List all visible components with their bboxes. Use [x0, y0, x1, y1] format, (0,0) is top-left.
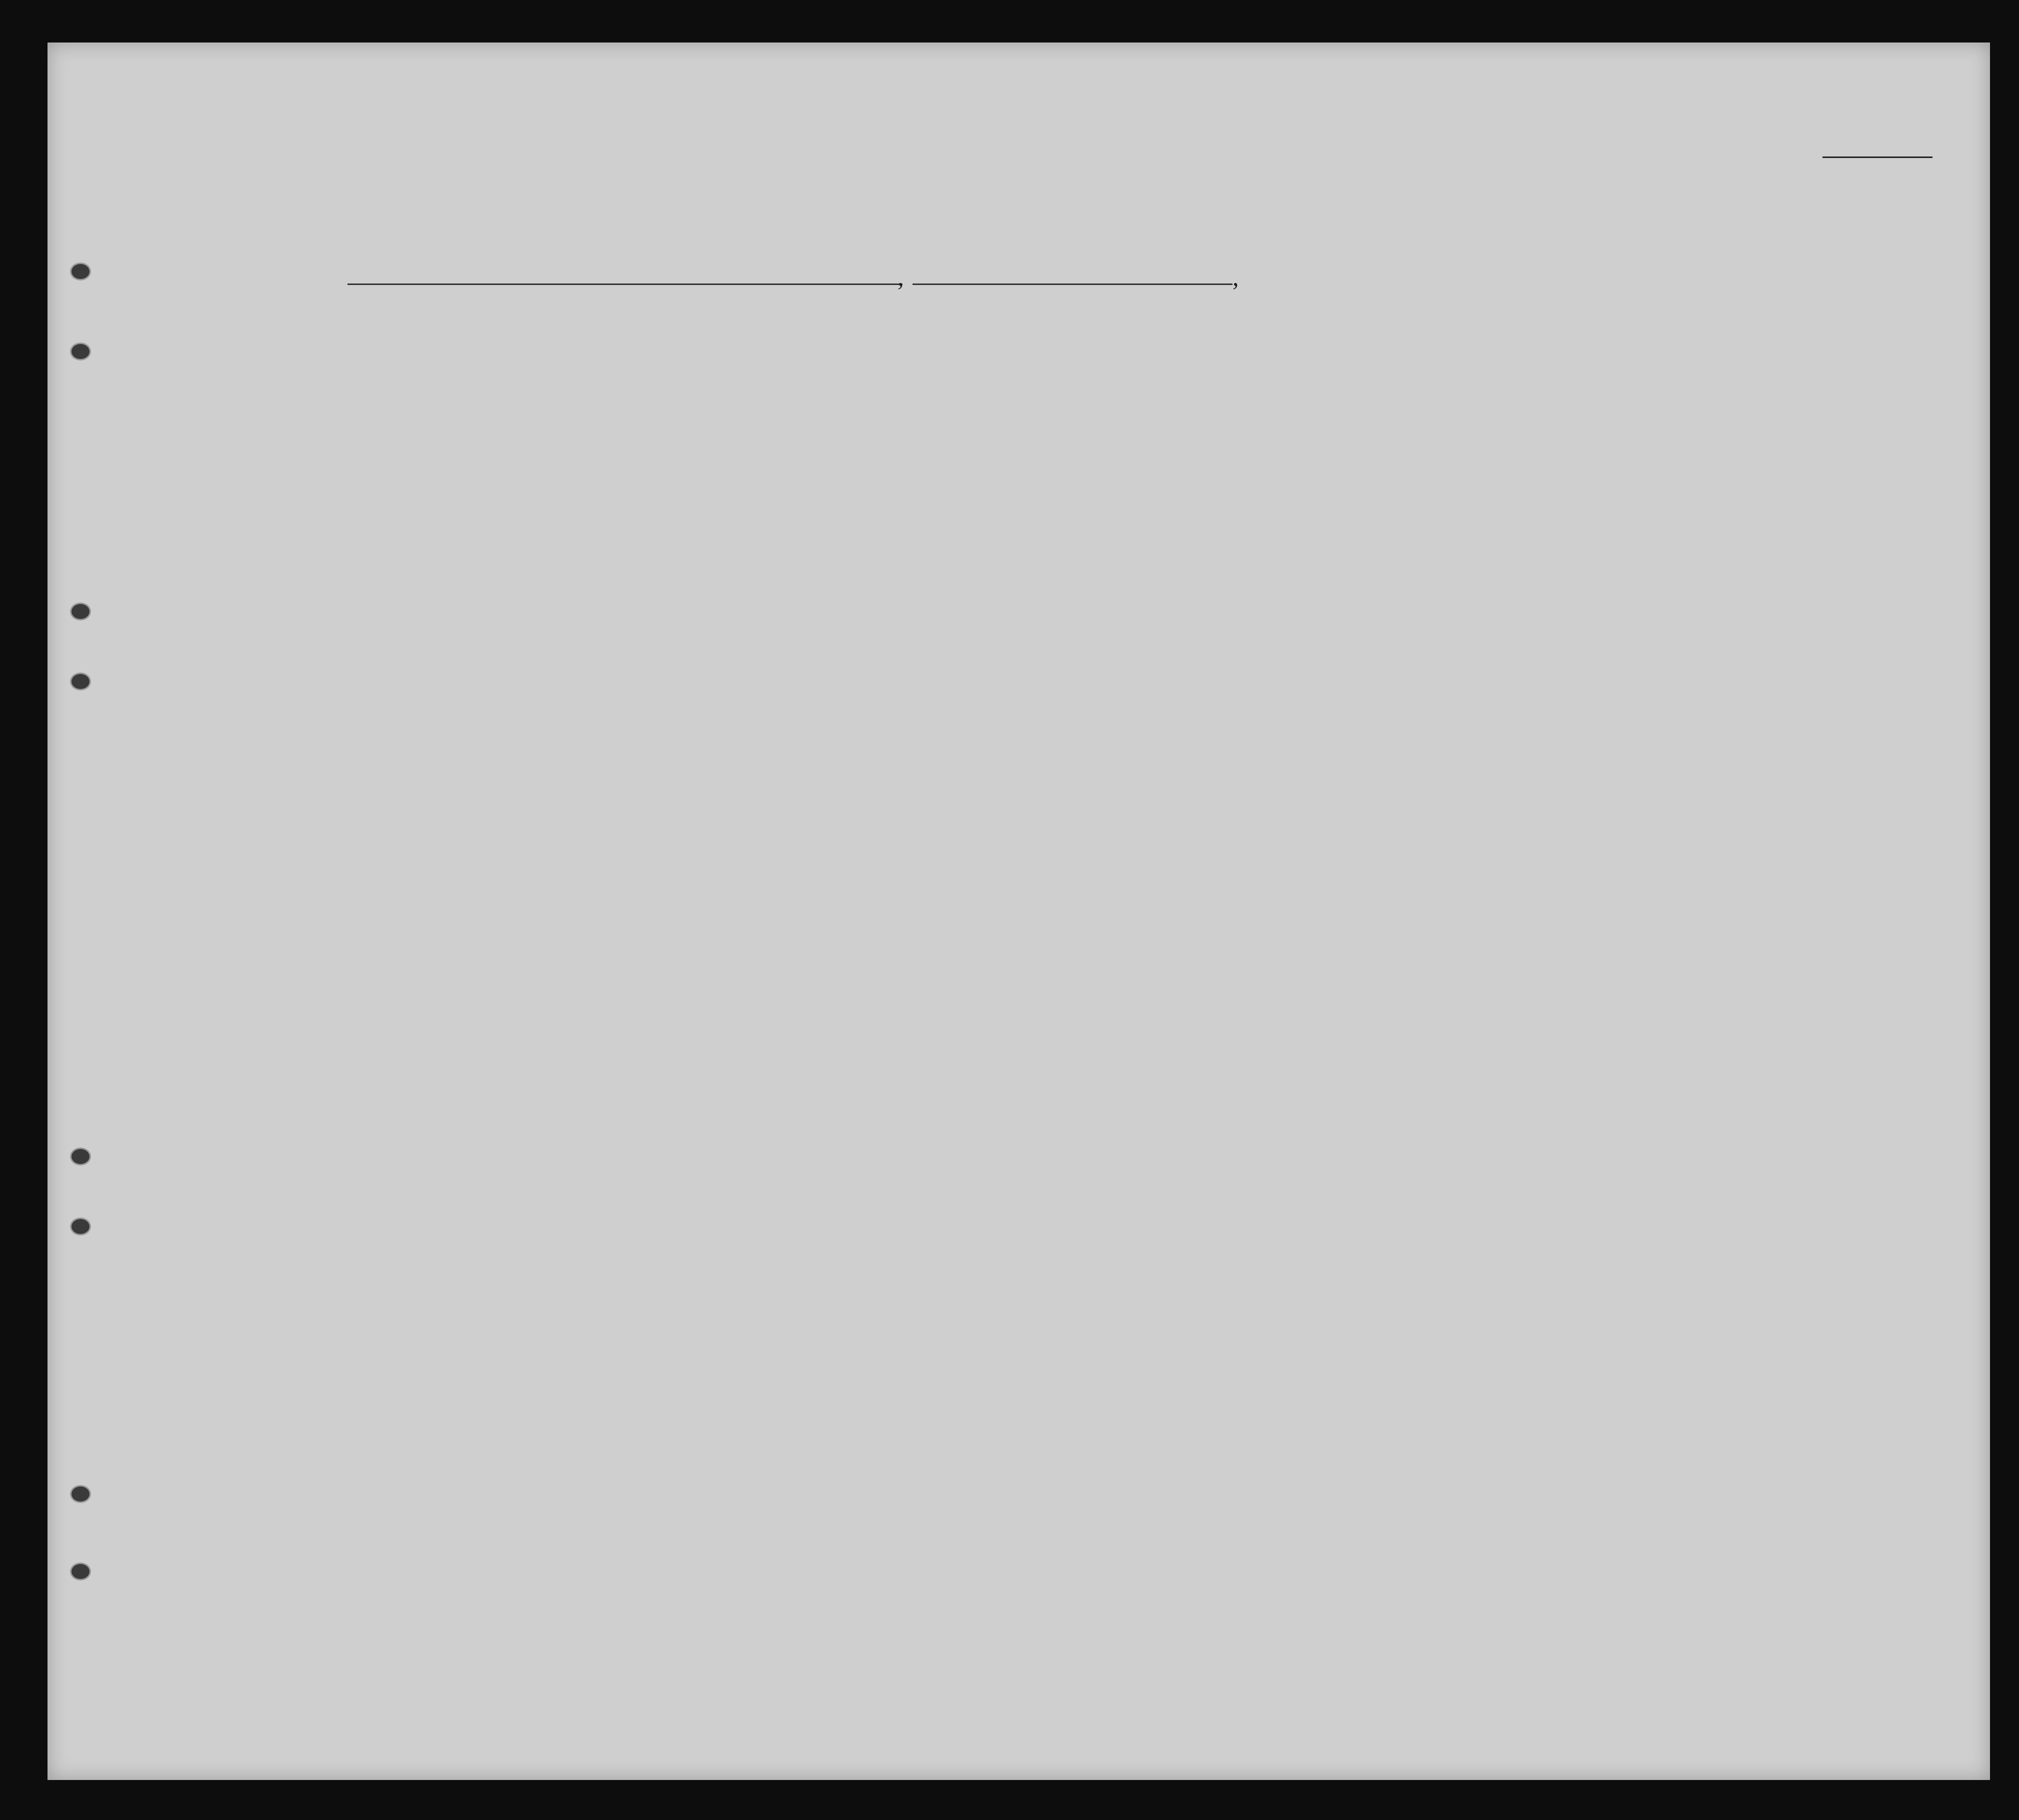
binder-hole [70, 1218, 91, 1236]
binder-hole [70, 262, 91, 280]
binder-hole [70, 672, 91, 690]
manifest-sheet [48, 42, 1990, 1780]
binder-hole [70, 1562, 91, 1580]
manifest-grid [48, 42, 1990, 1780]
binder-hole [70, 1148, 91, 1166]
comma: , [1232, 263, 1239, 291]
binder-hole [70, 1485, 91, 1503]
comma: , [898, 263, 904, 291]
binder-hole [70, 342, 91, 360]
binder-hole [70, 602, 91, 620]
